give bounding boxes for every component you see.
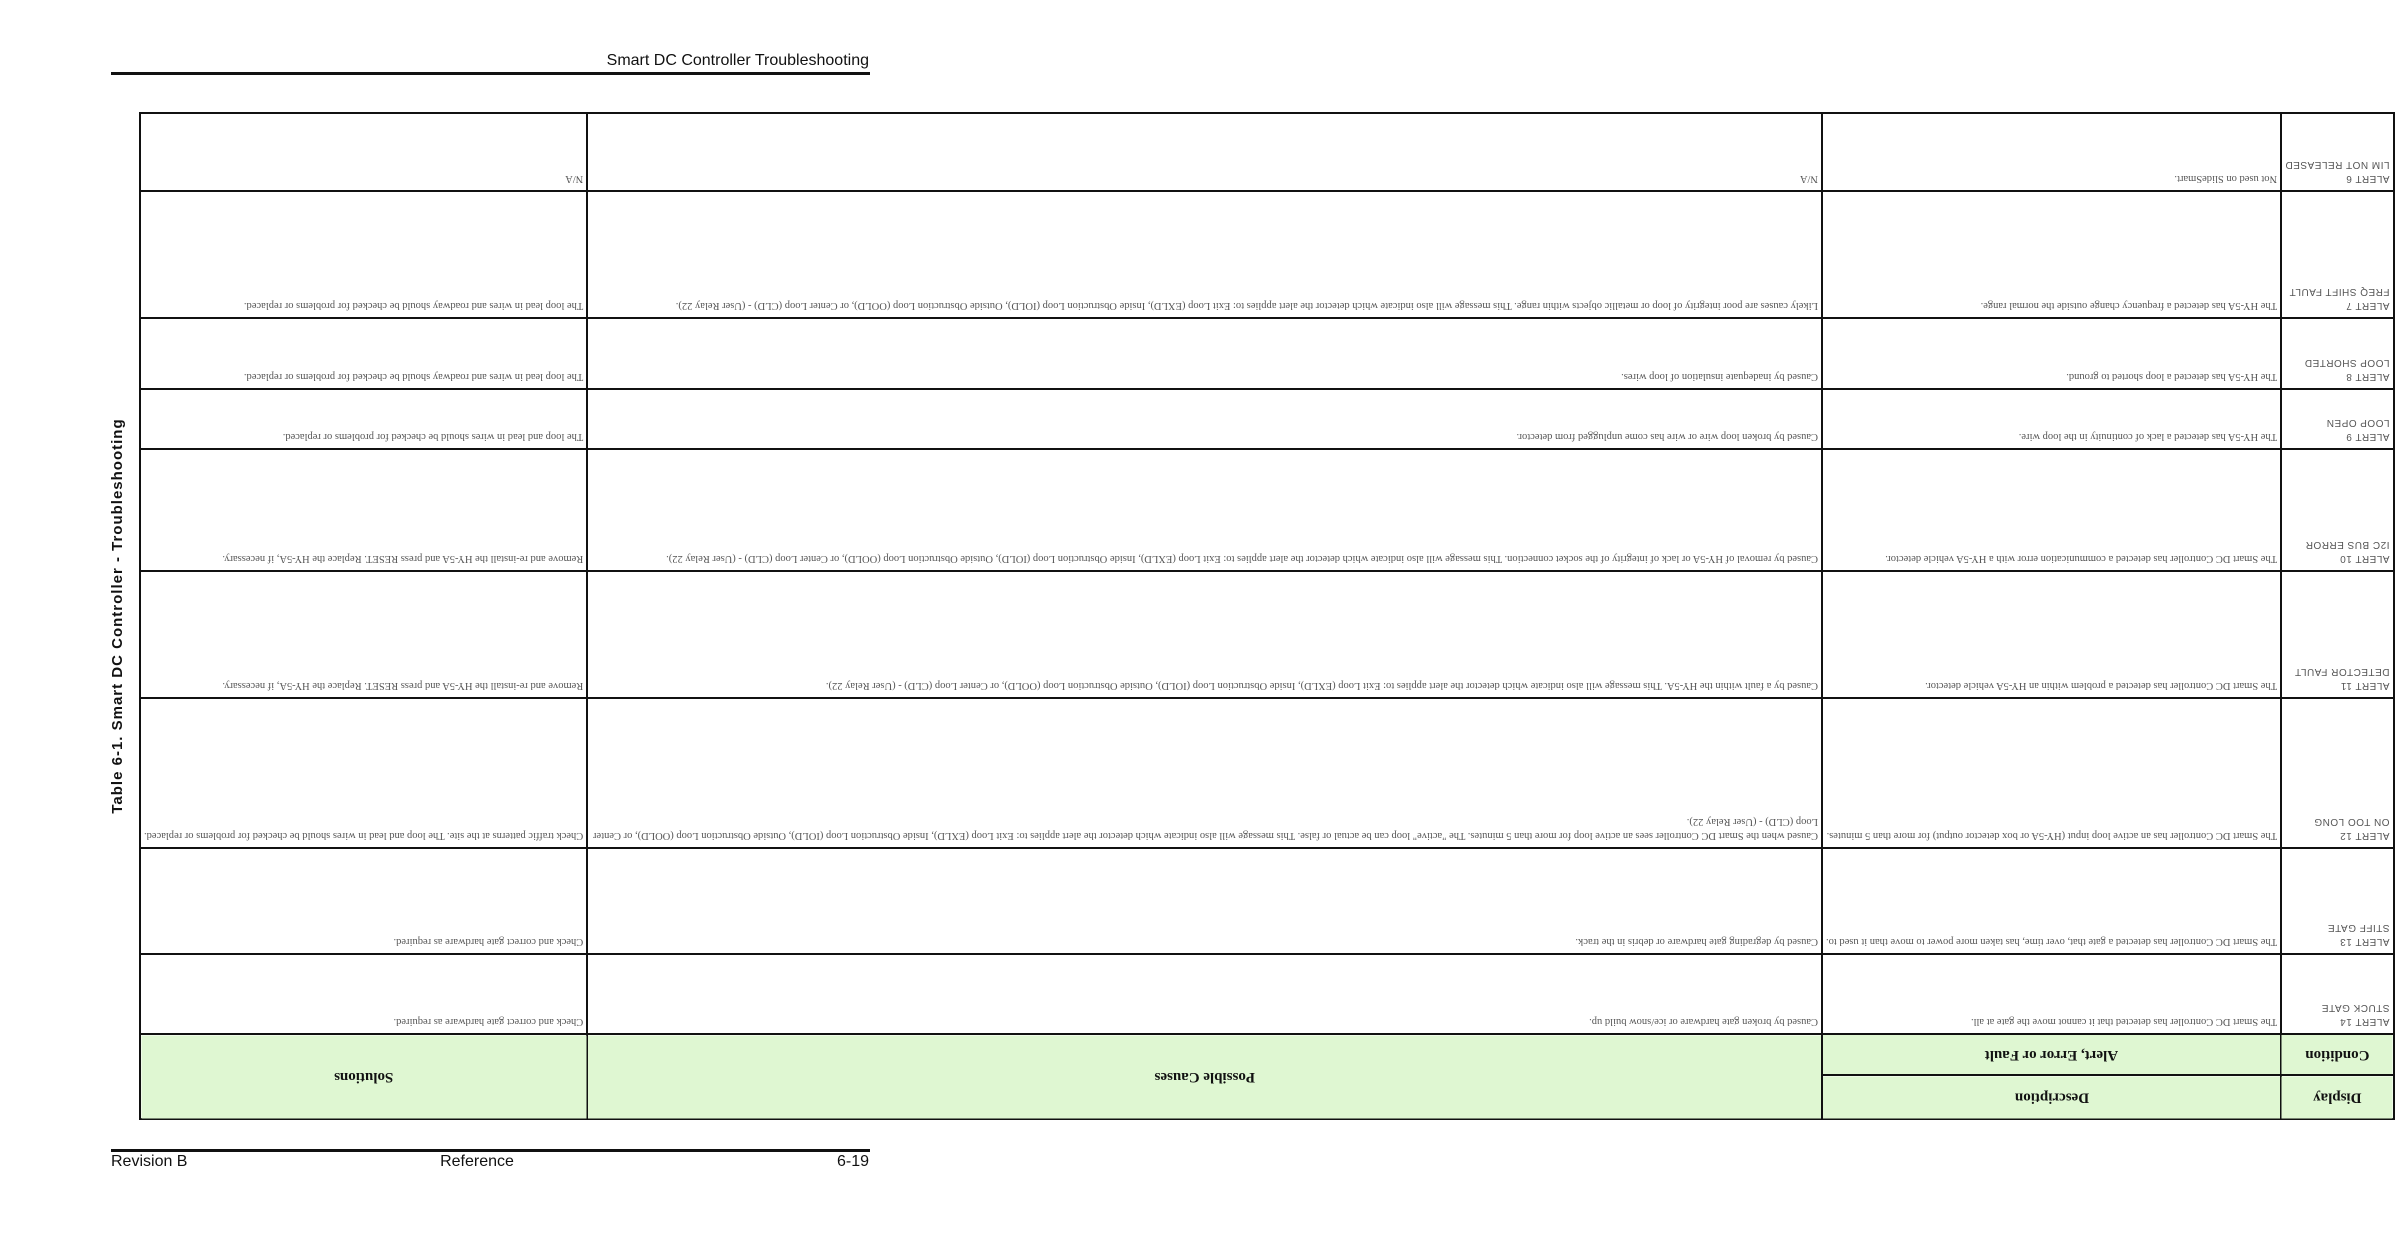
rotated-table-area (109, 112, 2390, 1120)
solutions-cell: Check traffic patterns at the site. The loop and lead in wires should be checked for problems or replaced. (140, 698, 587, 848)
condition-name: ON TOO LONG (2314, 816, 2390, 828)
condition-code: ALERT 7 (2346, 300, 2390, 312)
condition-code: ALERT 13 (2340, 935, 2390, 947)
condition-name: STIFF GATE (2327, 921, 2390, 933)
display-cell (2281, 449, 2394, 571)
causes-cell: Caused by inadequate insulation of loop wires. (587, 318, 1822, 389)
solutions-cell: N/A (140, 113, 587, 191)
display-cell (2281, 389, 2394, 449)
causes-cell: Caused by broken loop wire or wire has come unplugged from detector. (587, 389, 1822, 449)
display-cell (2281, 191, 2394, 318)
display-cell (2281, 113, 2394, 191)
condition-name: LOOP SHORTED (2304, 357, 2390, 369)
display-header: Display (2281, 1075, 2394, 1119)
section-row-display (2281, 113, 2394, 1119)
display-cell (2281, 848, 2394, 953)
causes-cell: Caused by broken gate hardware or ice/snow build up. (587, 954, 1822, 1035)
causes-cell: Caused when the Smart DC Controller sees an active loop for more than 5 minutes. The "active" loop can be actual or false. This message will also indicate which detector the alert applies to: Exit Loop (EXLD), Inside Obstruction Loop (IOLD), Outside Obstruction Loop (OOLD), or Center Loop (CLD) - (User Relay 22). (587, 698, 1822, 848)
description-header: Description (1822, 1075, 2281, 1119)
condition-name: LIM NOT RELEASED (2285, 158, 2390, 170)
causes-cell: Caused by removal of HY-5A or lack of integrity of the socket connection. This message will also indicate which detector the alert applies to: Exit Loop (EXLD), Inside Obstruction Loop (IOLD), Outside Obstruction Loop (OOLD), or Center Loop (CLD) - (User Relay 22). (587, 449, 1822, 571)
description-cell: The HY-5A has detected a loop shorted to ground. (1822, 318, 2281, 389)
condition-code: ALERT 14 (2340, 1016, 2390, 1028)
footer-page-number: 6-19 (836, 1153, 869, 1170)
solutions-cell: The loop lead in wires and roadway should be checked for problems or replaced. (140, 191, 587, 318)
description-cell: The HY-5A has detected a lack of continuity in the loop wire. (1822, 389, 2281, 449)
condition-code: ALERT 11 (2340, 680, 2390, 692)
footer-rule (111, 1149, 870, 1152)
display-cell (2281, 698, 2394, 848)
description-cell: The Smart DC Controller has detected a gate that, over time, has taken more power to move than it used to. (1822, 848, 2281, 953)
condition-header: Condition (2281, 1034, 2394, 1075)
condition-code: ALERT 6 (2346, 172, 2390, 184)
causes-cell: Caused by degrading gate hardware or debris in the track. (587, 848, 1822, 953)
solutions-cell: Check and correct gate hardware as required. (140, 848, 587, 953)
description-cell: The HY-5A has detected a frequency change outside the normal range. (1822, 191, 2281, 318)
header-rule (111, 72, 870, 75)
solutions-header: Solutions (140, 1034, 587, 1119)
causes-cell: Caused by a fault within the HY-5A. This message will also indicate which detector the alert applies to: Exit Loop (EXLD), Inside Obstruction Loop (IOLD), Outside Obstruction Loop (OOLD), or Center Loop (CLD) - (User Relay 22). (587, 571, 1822, 698)
causes-cell: Likely causes are poor integrity of loop or metallic objects within range. This message will also indicate which detector the alert applies to: Exit Loop (EXLD), Inside Obstruction Loop (IOLD), Outside Obstruction Loop (OOLD), or Center Loop (CLD) - (User Relay 22). (587, 191, 1822, 318)
troubleshooting-table (139, 112, 2395, 1120)
condition-code: ALERT 12 (2340, 830, 2390, 842)
condition-code: ALERT 8 (2346, 371, 2390, 383)
condition-name: LOOP OPEN (2326, 417, 2390, 429)
causes-header: Possible Causes (587, 1034, 1822, 1119)
section-row-causes (587, 113, 1822, 1119)
condition-code: ALERT 10 (2340, 552, 2390, 564)
solutions-cell: The loop and lead in wires should be checked for problems or replaced. (140, 389, 587, 449)
display-cell (2281, 954, 2394, 1035)
solutions-cell: Check and correct gate hardware as required. (140, 954, 587, 1035)
alert-header: Alert, Error or Fault (1822, 1034, 2281, 1075)
section-row-description (1822, 113, 2281, 1119)
solutions-cell: Remove and re-install the HY-5A and press RESET. Replace the HY-5A, if necessary. (140, 571, 587, 698)
solutions-cell: Remove and re-install the HY-5A and press RESET. Replace the HY-5A, if necessary. (140, 449, 587, 571)
condition-name: FREQ SHIFT FAULT (2289, 286, 2390, 298)
causes-cell: N/A (587, 113, 1822, 191)
footer-revision: Revision B (111, 1153, 188, 1170)
condition-name: DETECTOR FAULT (2294, 666, 2390, 678)
description-cell: The Smart DC Controller has detected that it cannot move the gate at all. (1822, 954, 2281, 1035)
section-row-solutions (140, 113, 587, 1119)
condition-name: STUCK GATE (2321, 1002, 2390, 1014)
description-cell: The Smart DC Controller has detected a problem within an HY-5A vehicle detector. (1822, 571, 2281, 698)
description-cell: Not used on SlideSmart. (1822, 113, 2281, 191)
table-caption: Table 6-1. Smart DC Controller - Troubleshooting (109, 418, 126, 814)
description-cell: The Smart DC Controller has detected a communication error with a HY-5A vehicle detector. (1822, 449, 2281, 571)
footer-section: Reference (440, 1153, 514, 1170)
solutions-cell: The loop lead in wires and roadway should be checked for problems or replaced. (140, 318, 587, 389)
condition-code: ALERT 9 (2346, 431, 2390, 443)
display-cell (2281, 571, 2394, 698)
condition-name: I2C BUS ERROR (2305, 538, 2390, 550)
description-cell: The Smart DC Controller has an active loop input (HY-5A or box detector output) for more than 5 minutes. (1822, 698, 2281, 848)
display-cell (2281, 318, 2394, 389)
section-title: Smart DC Controller Troubleshooting (606, 52, 869, 69)
